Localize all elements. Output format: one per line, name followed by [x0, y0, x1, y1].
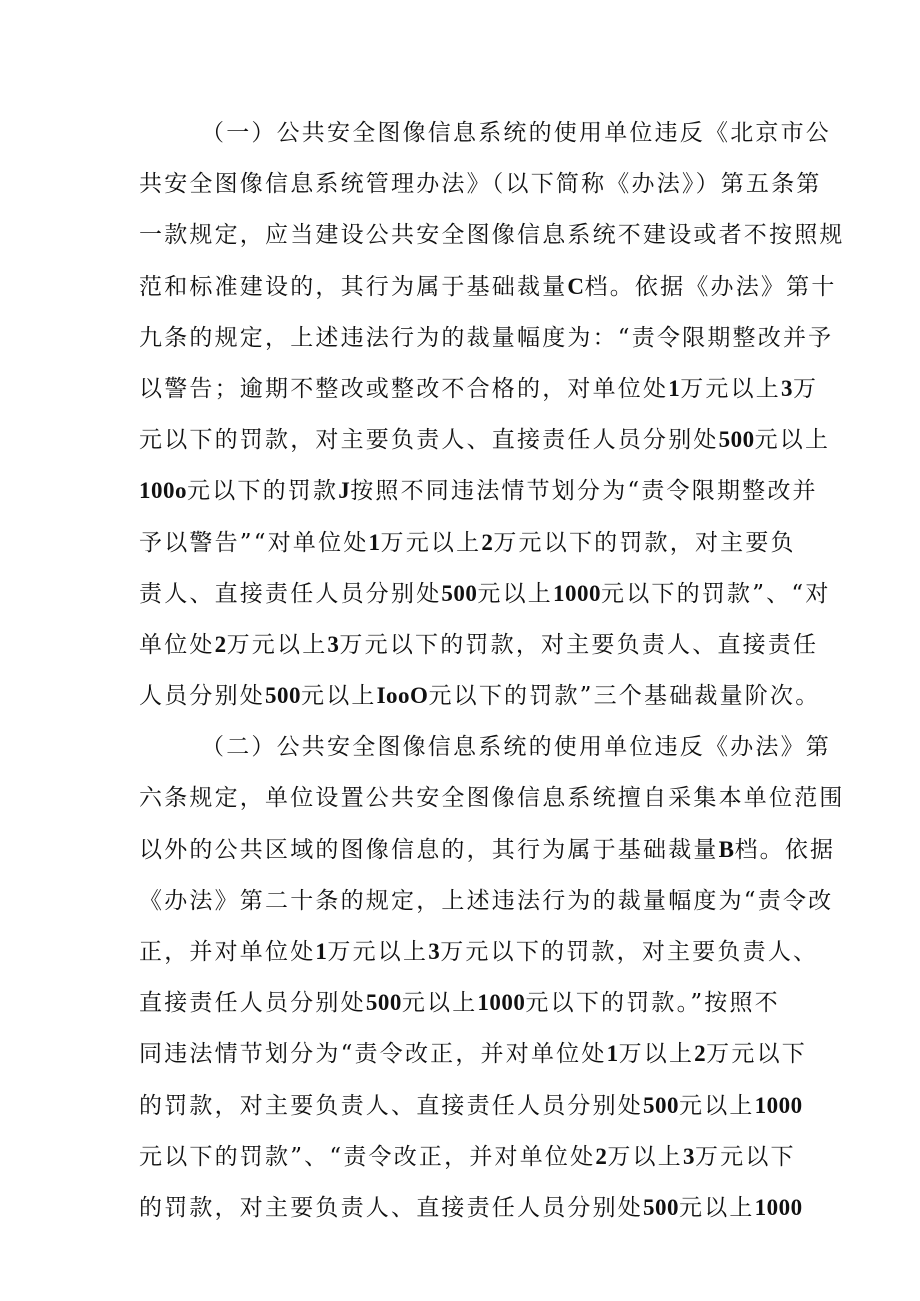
paragraph-1: [139, 112, 845, 726]
text-line: 范和标准建设的，其行为属于基础裁量C档。依据《办法》第十: [139, 273, 837, 300]
text-line: 共安全图像信息系统管理办法》（以下简称《办法》）第五条第: [139, 171, 822, 198]
text-line: 的罚款，对主要负责人、直接责任人员分别处500元以上1000: [139, 1194, 803, 1221]
paragraph-2: [139, 726, 845, 1238]
text-line: 以警告；逾期不整改或整改不合格的，对单位处1万元以上3万: [139, 375, 819, 402]
text-line: 《办法》第二十条的规定，上述违法行为的裁量幅度为“责令改: [139, 887, 834, 914]
text-line: 予以警告”“对单位处1万元以上2万元以下的罚款，对主要负: [139, 529, 796, 556]
text-line: 六条规定，单位设置公共安全图像信息系统擅自采集本单位范围: [139, 785, 845, 812]
text-line: 100o元以下的罚款J按照不同违法情节划分为“责令限期整改并: [139, 478, 818, 505]
text-line: 责人、直接责任人员分别处500元以上1000元以下的罚款”、“对: [139, 580, 831, 607]
text-line: 元以下的罚款”、“责令改正，并对单位处2万以上3万元以下: [139, 1143, 796, 1170]
text-line: 直接责任人员分别处500元以上1000元以下的罚款。”按照不: [139, 990, 780, 1017]
document-body: [139, 112, 845, 1238]
text-line: 单位处2万元以上3万元以下的罚款，对主要负责人、直接责任: [139, 631, 819, 658]
text-line: 一款规定，应当建设公共安全图像信息系统不建设或者不按照规: [139, 222, 845, 249]
text-line: （二）公共安全图像信息系统的使用单位违反《办法》第: [201, 734, 831, 761]
text-line: 的罚款，对主要负责人、直接责任人员分别处500元以上1000: [139, 1092, 803, 1119]
text-line: 同违法情节划分为“责令改正，并对单位处1万以上2万元以下: [139, 1041, 807, 1068]
text-line: 元以下的罚款，对主要负责人、直接责任人员分别处500元以上: [139, 427, 831, 454]
text-line: 以外的公共区域的图像信息的，其行为属于基础裁量B档。依据: [139, 836, 836, 863]
text-line: 九条的规定，上述违法行为的裁量幅度为：“责令限期整改并予: [139, 324, 834, 351]
text-line: 人员分别处500元以上IooO元以下的罚款”三个基础裁量阶次。: [139, 683, 821, 710]
text-line: （一）公共安全图像信息系统的使用单位违反《北京市公: [201, 120, 831, 146]
text-line: 正，并对单位处1万元以上3万元以下的罚款，对主要负责人、: [139, 939, 819, 965]
